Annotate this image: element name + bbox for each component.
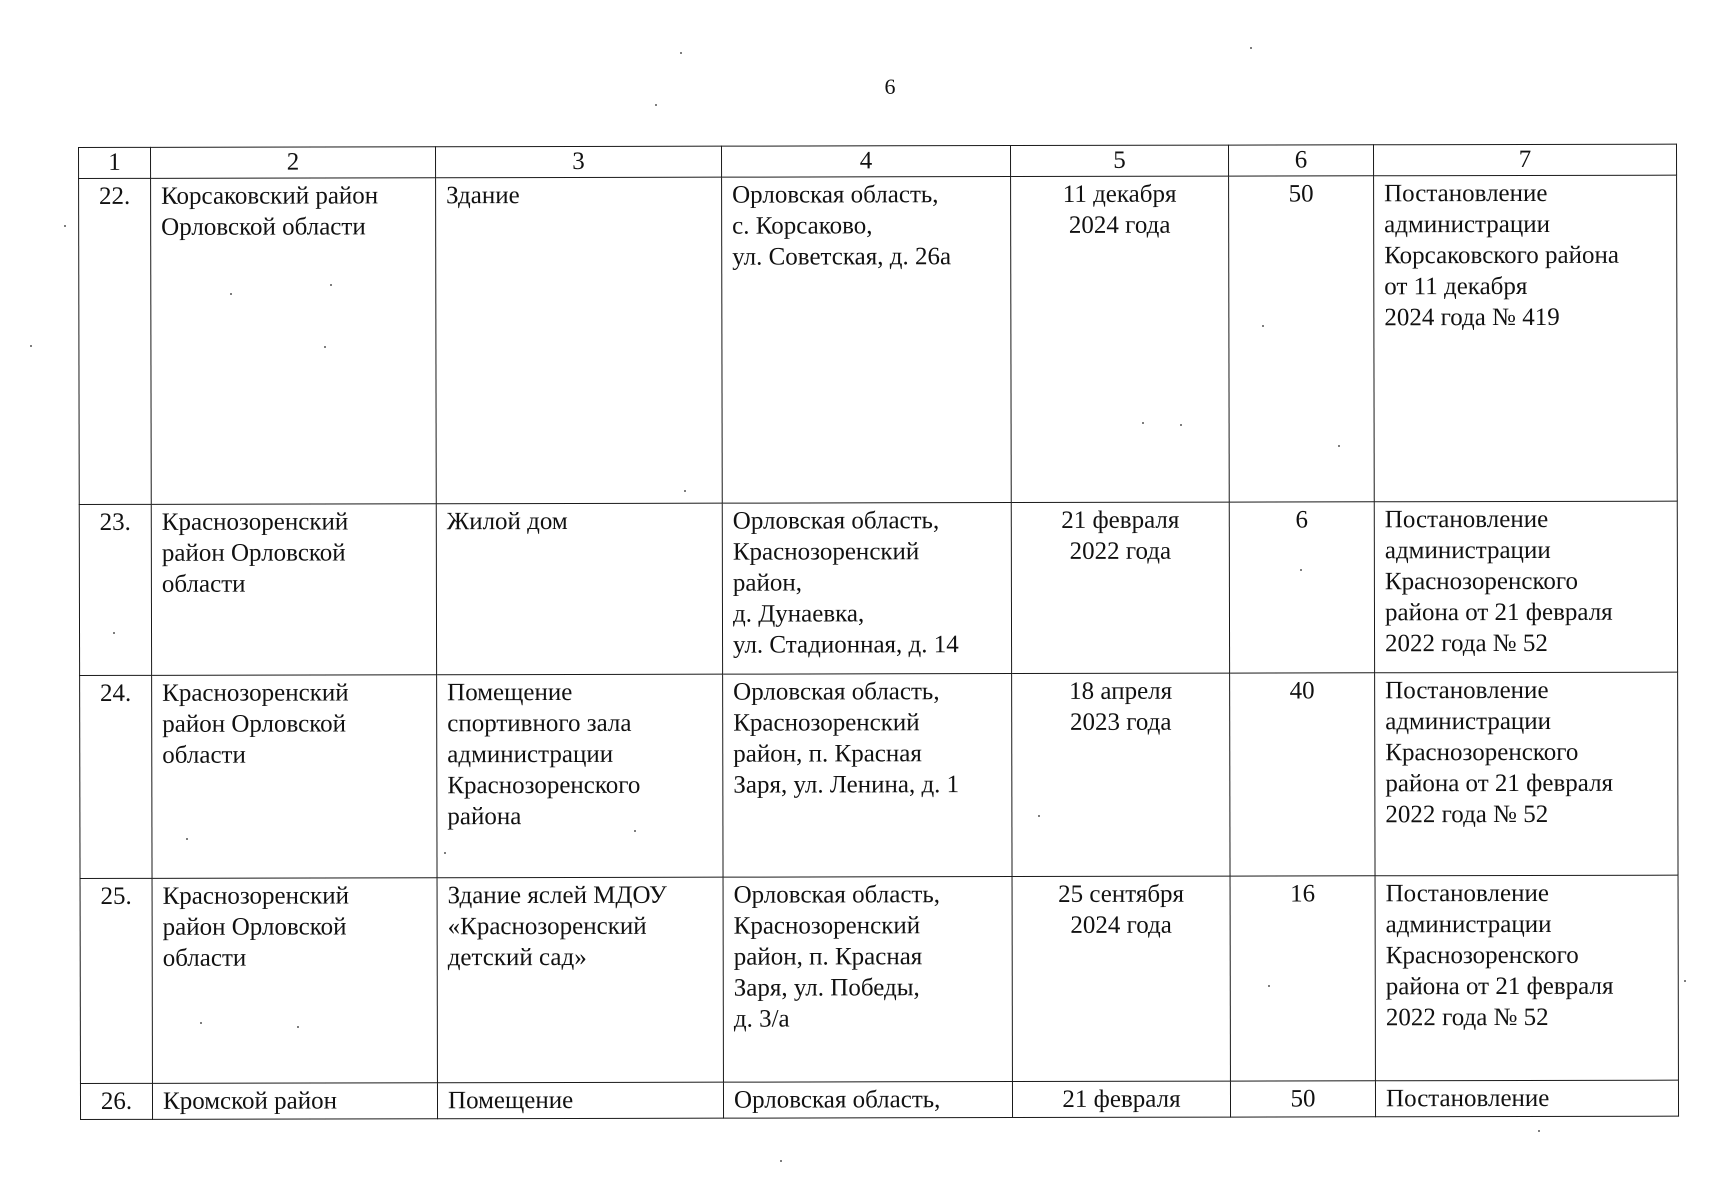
scan-speck	[1180, 424, 1182, 426]
scan-speck	[297, 1026, 299, 1028]
table-row	[79, 501, 1677, 675]
scan-speck	[30, 345, 32, 347]
object-cell: Помещение спортивного зала администрации Краснозоренского района	[437, 674, 723, 878]
count-cell: 50	[1230, 1081, 1375, 1117]
address-cell: Орловская область, Краснозоренский район, д. Дунаевка, ул. Стадионная, д. 14	[722, 503, 1011, 675]
scan-speck	[1338, 445, 1340, 447]
registry-table-container	[78, 147, 1676, 1120]
count-cell: 50	[1229, 176, 1375, 502]
column-header: 3	[436, 146, 722, 178]
scan-speck	[1142, 422, 1144, 424]
column-header: 6	[1228, 145, 1373, 176]
column-header: 1	[79, 147, 151, 178]
scan-speck	[680, 52, 682, 54]
date-cell: 21 февраля 2022 года	[1011, 502, 1229, 673]
document-cell: Постановление администрации Краснозоренского района от 21 февраля 2022 года № 52	[1375, 875, 1678, 1081]
scan-speck	[634, 830, 636, 832]
scan-speck	[1038, 815, 1040, 817]
scan-speck	[780, 1160, 782, 1162]
date-cell: 21 февраля	[1012, 1081, 1230, 1117]
address-cell: Орловская область,	[723, 1082, 1012, 1119]
column-header: 2	[151, 147, 436, 179]
date-cell: 25 сентября 2024 года	[1012, 876, 1230, 1081]
object-cell: Жилой дом	[436, 503, 722, 675]
scan-speck	[1300, 569, 1302, 571]
scan-speck	[1538, 1130, 1540, 1132]
row-number-cell: 25.	[80, 878, 152, 1083]
row-number-cell: 22.	[79, 178, 152, 504]
scan-speck	[200, 1022, 202, 1024]
object-cell: Здание яслей МДОУ «Краснозоренский детский сад»	[437, 877, 723, 1083]
document-cell: Постановление	[1375, 1080, 1678, 1117]
address-cell: Орловская область, Краснозоренский район, п. Красная Заря, ул. Победы, д. 3/а	[723, 877, 1012, 1083]
column-header: 5	[1010, 145, 1228, 176]
scan-speck	[1262, 325, 1264, 327]
scan-speck	[330, 284, 332, 286]
scan-speck	[684, 490, 686, 492]
document-cell: Постановление администрации Корсаковского района от 11 декабря 2024 года № 419	[1374, 175, 1678, 502]
scan-speck	[230, 293, 232, 295]
column-header: 7	[1373, 144, 1676, 176]
document-cell: Постановление администрации Краснозоренского района от 21 февраля 2022 года № 52	[1374, 501, 1677, 673]
count-cell: 6	[1229, 502, 1374, 673]
row-number-cell: 26.	[80, 1083, 152, 1119]
district-cell: Кромской район	[152, 1083, 437, 1120]
scan-speck	[1268, 985, 1270, 987]
address-cell: Орловская область, Краснозоренский район, п. Красная Заря, ул. Ленина, д. 1	[723, 674, 1012, 878]
district-cell: Краснозоренский район Орловской области	[151, 504, 436, 676]
document-cell: Постановление администрации Краснозоренского района от 21 февраля 2022 года № 52	[1375, 672, 1678, 876]
district-cell: Краснозоренский район Орловской области	[152, 675, 437, 879]
scan-speck	[1250, 47, 1252, 49]
count-cell: 40	[1230, 673, 1375, 876]
address-cell: Орловская область, с. Корсаково, ул. Советская, д. 26а	[722, 177, 1012, 504]
scan-speck	[113, 632, 115, 634]
row-number-cell: 24.	[80, 675, 152, 878]
column-header: 4	[721, 146, 1010, 178]
district-cell: Корсаковский район Орловской области	[151, 178, 437, 505]
scan-speck	[324, 346, 326, 348]
scan-speck	[1684, 980, 1686, 982]
table-row	[80, 672, 1678, 878]
row-number-cell: 23.	[79, 504, 151, 675]
table-header-row	[79, 144, 1677, 178]
date-cell: 18 апреля 2023 года	[1012, 673, 1230, 876]
table-row	[80, 875, 1678, 1083]
count-cell: 16	[1230, 876, 1375, 1081]
table-row	[80, 1080, 1678, 1119]
registry-table	[78, 144, 1679, 1120]
scan-speck	[655, 104, 657, 106]
scan-speck	[64, 225, 66, 227]
page-number: 6	[884, 74, 896, 99]
scan-speck	[186, 838, 188, 840]
table-row	[79, 175, 1678, 504]
object-cell: Здание	[436, 177, 723, 504]
scan-speck	[444, 852, 446, 854]
date-cell: 11 декабря 2024 года	[1011, 176, 1230, 502]
object-cell: Помещение	[437, 1082, 723, 1119]
district-cell: Краснозоренский район Орловской области	[152, 878, 437, 1084]
